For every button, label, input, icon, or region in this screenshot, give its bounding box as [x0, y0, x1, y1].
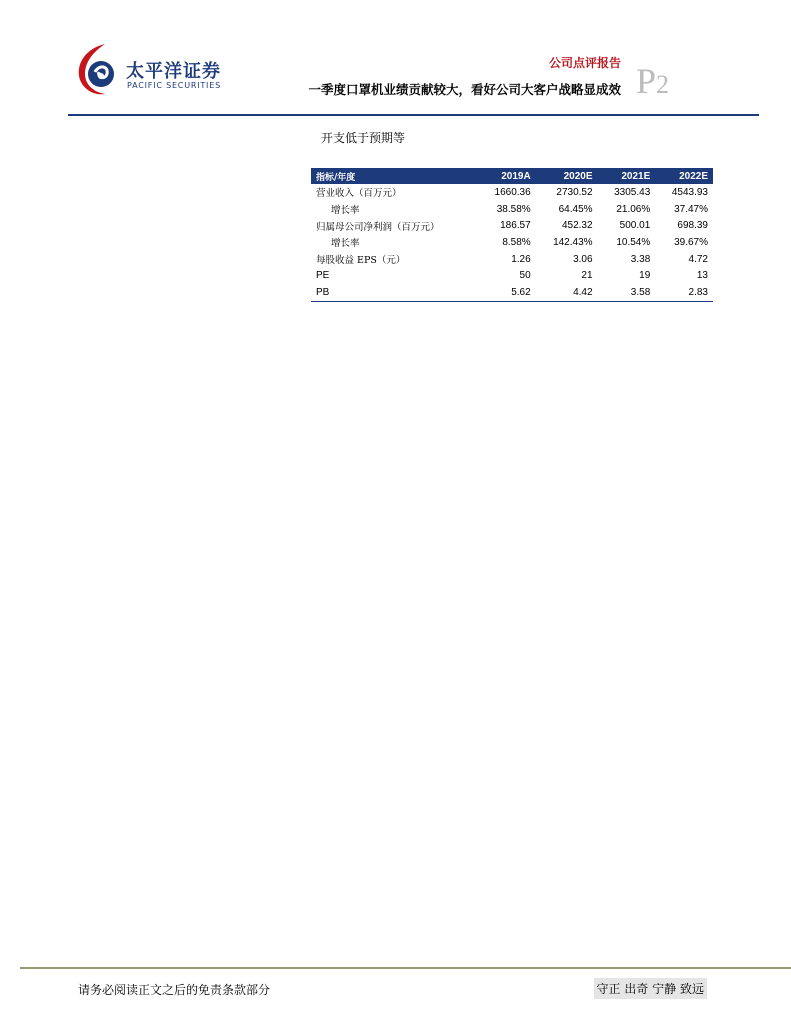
table-cell: 186.57: [500, 220, 531, 232]
table-cell: 64.45%: [558, 203, 593, 215]
footer-divider: [20, 967, 791, 969]
header-cell: 2021E: [598, 168, 656, 184]
table-cell: 50: [519, 270, 531, 282]
page-number: [636, 60, 669, 102]
row-label: 归属母公司净利润（百万元）: [316, 221, 440, 233]
page-digit: 2: [656, 70, 670, 99]
table-cell: 1.26: [511, 253, 531, 265]
row-label: 增长率: [331, 205, 360, 217]
report-title: 一季度口罩机业绩贡献较大，看好公司大客户战略显成效: [308, 82, 621, 97]
table-row: [311, 184, 713, 201]
company-motto: 守正 出奇 宁静 致远: [594, 978, 707, 999]
table-cell: 39.67%: [674, 236, 708, 248]
table-cell: 19: [639, 270, 651, 282]
header-cell: 2019A: [478, 168, 536, 184]
row-label: PE: [316, 270, 330, 282]
table-cell: 3.06: [573, 253, 593, 265]
report-type: 公司点评报告: [548, 56, 621, 70]
table-cell: 5.62: [478, 284, 536, 301]
table-cell: 4.42: [536, 284, 598, 301]
row-label: 营业收入（百万元）: [316, 188, 402, 200]
table-cell: 37.47%: [674, 203, 708, 215]
row-label: PB: [311, 284, 478, 301]
table-cell: 698.39: [677, 220, 708, 232]
table-cell: 1660.36: [494, 186, 531, 198]
table-cell: 3.58: [598, 284, 656, 301]
table-row: [311, 251, 713, 268]
company-logo: [75, 42, 240, 98]
header-cell: 2020E: [536, 168, 598, 184]
table-cell: 3305.43: [614, 186, 651, 198]
table-cell: 3.38: [630, 253, 651, 265]
table-row: [311, 267, 713, 284]
header-divider: [68, 114, 759, 116]
table-header-row: [311, 168, 713, 184]
table-row: [311, 284, 713, 301]
table-row: [311, 234, 713, 251]
row-label: 每股收益 EPS（元）: [316, 255, 406, 267]
table-cell: 452.32: [561, 220, 593, 232]
table-row: [311, 217, 713, 234]
financial-forecast-table: [311, 168, 713, 302]
table-cell: 21: [581, 270, 593, 282]
header-cell: 2022E: [655, 168, 713, 184]
table-cell: 4543.93: [671, 186, 708, 198]
disclaimer-text: 请务必阅读正文之后的免责条款部分: [78, 983, 271, 997]
logo-chinese-name: 太平洋证券: [126, 61, 221, 82]
table-cell: 8.58%: [502, 236, 531, 248]
table-cell: 4.72: [688, 253, 708, 265]
body-paragraph: 开支低于预期等: [321, 131, 406, 145]
logo-english-name: PACIFIC SECURITIES: [127, 81, 221, 90]
table-cell: 10.54%: [616, 236, 651, 248]
table-cell: 2730.52: [556, 186, 593, 198]
row-label: 增长率: [331, 238, 360, 250]
table-cell: 13: [696, 270, 708, 282]
table-cell: 142.43%: [553, 236, 593, 248]
table-row: [311, 201, 713, 218]
table-cell: 500.01: [619, 220, 651, 232]
table-cell: 21.06%: [616, 203, 651, 215]
pacific-securities-logo-icon: [75, 42, 123, 98]
table-cell: 38.58%: [496, 203, 531, 215]
page-letter: P: [636, 61, 657, 101]
table-cell: 2.83: [655, 284, 713, 301]
header-cell: 指标/年度: [311, 168, 478, 184]
